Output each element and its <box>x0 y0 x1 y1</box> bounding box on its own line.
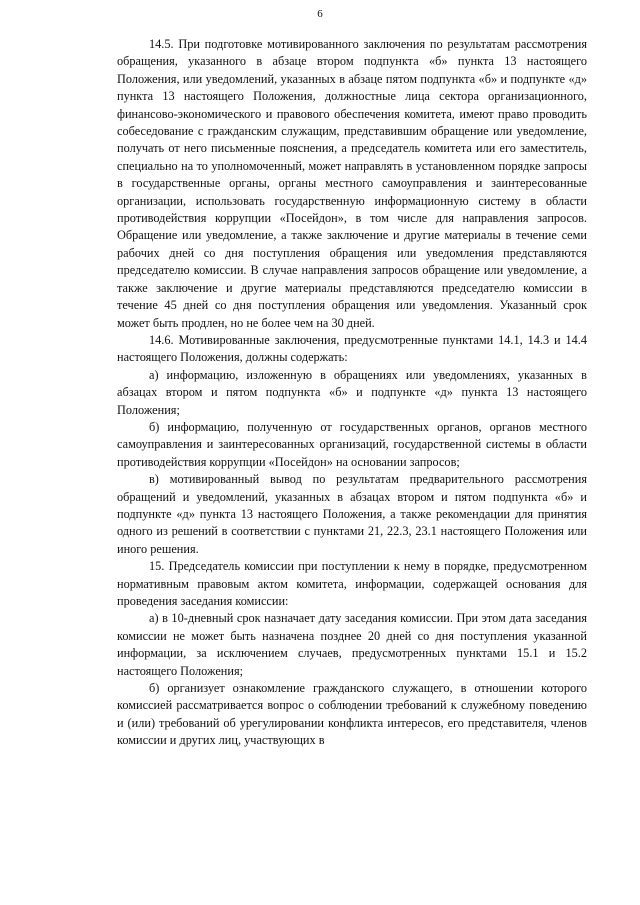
paragraph-14-6-v: в) мотивированный вывод по результатам предварительного рассмотрения обращений и уведомлений, указанных в абзацах втором и пятом подпункта «б» и подпункте «д» пункта 13 настоящего Положения, а также рекомендации для принятия одного из решений в соответствии с пунктами 21, 22.3, 23.1 настоящего Положения или иного решения. <box>117 472 587 556</box>
paragraph-15-a: а) в 10-дневный срок назначает дату заседания комиссии. При этом дата заседания комиссии не может быть назначена позднее 20 дней со дня поступления указанной информации, за исключением случаев, предусмотренных пунктами 15.1 и 15.2 настоящего Положения; <box>117 611 587 678</box>
paragraph-14-6-b: б) информацию, полученную от государственных органов, органов местного самоуправления и заинтересованных организаций, государственной системы в области противодействия коррупции «Посейдон» на основании запросов; <box>117 419 587 469</box>
paragraph-14-5: 14.5. При подготовке мотивированного заключения по результатам рассмотрения обращения, указанного в абзаце втором подпункта «б» пункта 13 настоящего Положения, или уведомлений, указанных в абзаце пятом подпункта «б» и подпункте «д» пункта 13 настоящего Положения, должностные лица сектора организационного, финансово-экономического и правового обеспечения комитета, имеют право проводить собеседование с гражданским служащим, представившим обращение или уведомление, получать от него письменные пояснения, а председатель комитета или его заместитель, специально на то уполномоченный, может направлять в установленном порядке запросы в государственные органы, органы местного самоуправления и заинтересованные организации, использовать государственную информационную систему в области противодействия коррупции «Посейдон», в том числе для направления запросов. Обращение или уведомление, а также заключение и другие материалы в течение семи рабочих дней со дня поступления обращения или уведомления представляются председателю комиссии. В случае направления запросов обращение или уведомление, а также заключение и другие материалы представляются председателю комиссии в течение 45 дней со дня поступления обращения или уведомления. Указанный срок может быть продлен, но не более чем на 30 дней. <box>117 37 587 330</box>
paragraph-14-6: 14.6. Мотивированные заключения, предусмотренные пунктами 14.1, 14.3 и 14.4 настоящего Положения, должны содержать: <box>117 332 587 365</box>
document-body <box>117 36 587 750</box>
paragraph-15: 15. Председатель комиссии при поступлении к нему в порядке, предусмотренном нормативным правовым актом комитета, информации, содержащей основания для проведения заседания комиссии: <box>117 559 587 608</box>
paragraph-14-6-a: а) информацию, изложенную в обращениях или уведомлениях, указанных в абзацах втором и пятом подпункта «б» и подпункте «д» пункта 13 настоящего Положения; <box>117 367 587 417</box>
page-number: 6 <box>317 8 323 20</box>
paragraph-15-b: б) организует ознакомление гражданского служащего, в отношении которого комиссией рассматривается вопрос о соблюдении требований к служебному поведению и (или) требований об урегулировании конфликта интересов, его представителя, членов комиссии и других лиц, участвующих в <box>117 681 587 748</box>
